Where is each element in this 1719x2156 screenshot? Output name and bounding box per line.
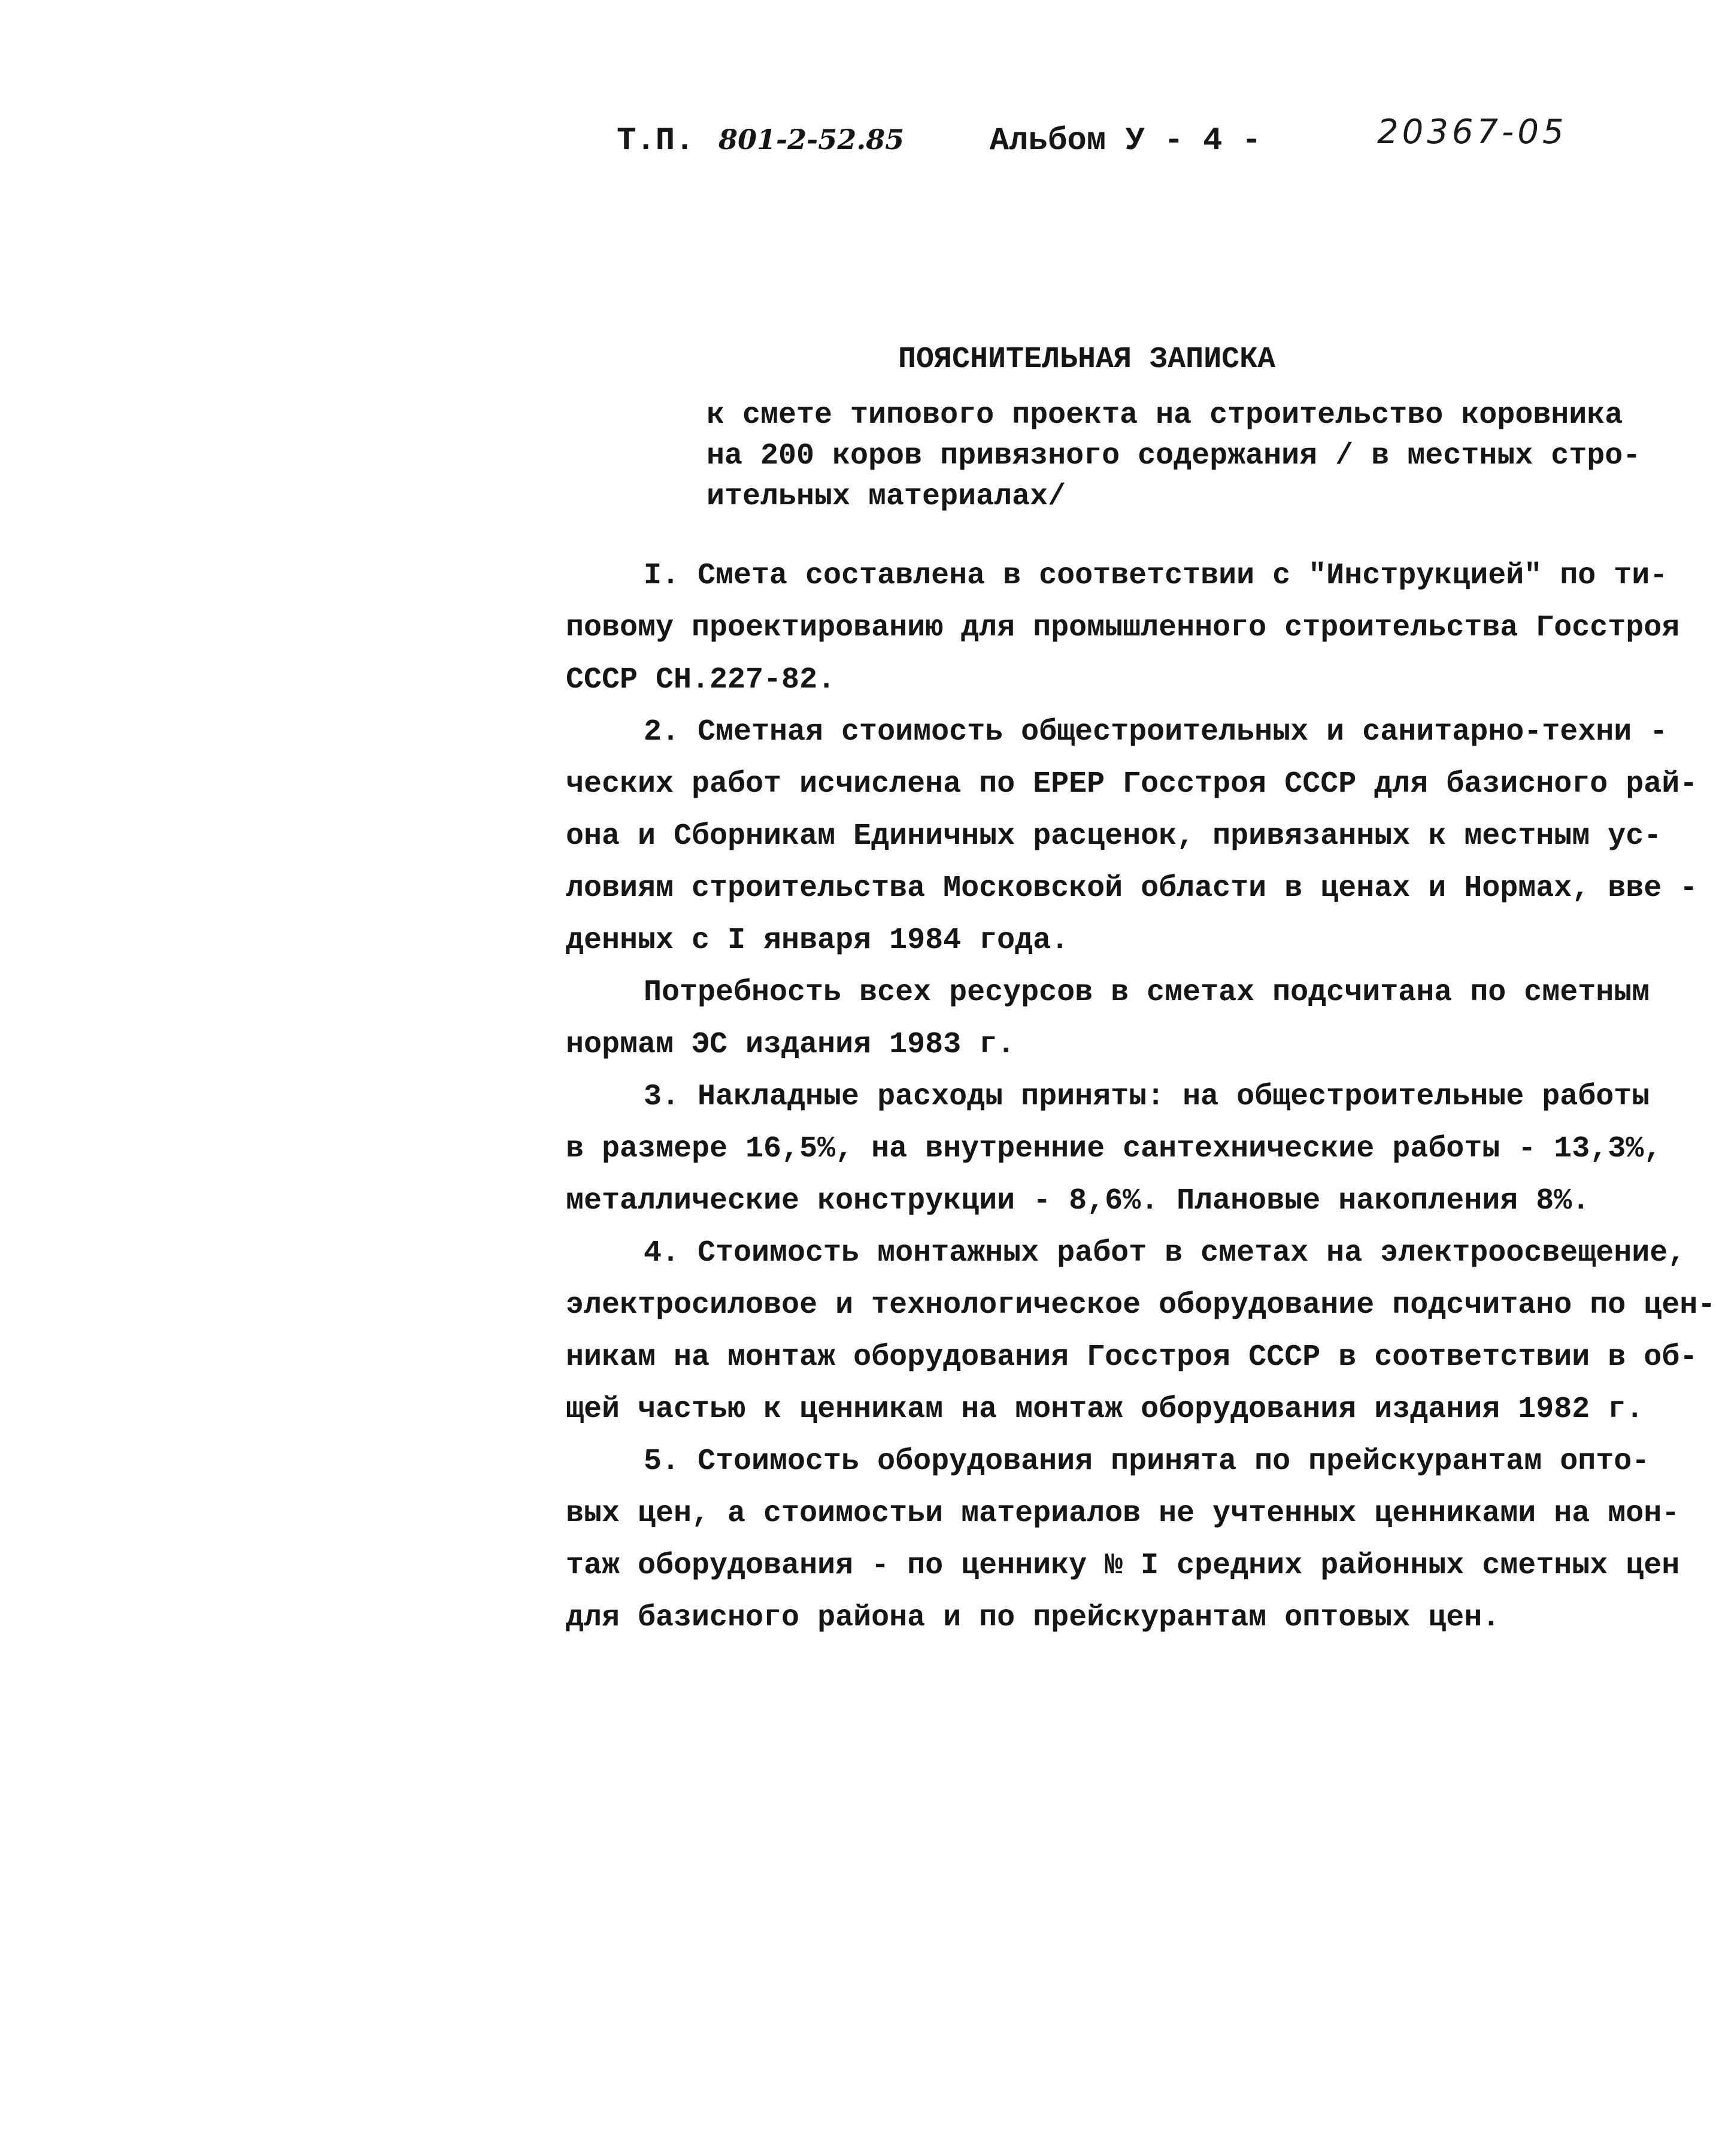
text-line: вых цен, а стоимостьи материалов не учтенных ценниками на мон- [566, 1497, 1680, 1531]
document-subtitle [707, 395, 1641, 517]
text-line: 2. Сметная стоимость общестроительных и санитарно-техни - [644, 715, 1668, 749]
subtitle-line: ительных материалах/ [707, 480, 1066, 514]
text-line: I. Смета составлена в соответствии с "Инструкцией" по ти- [644, 559, 1668, 593]
text-line: нормам ЭС издания 1983 г. [566, 1028, 1015, 1062]
text-line: Потребность всех ресурсов в сметах подсчитана по сметным [644, 976, 1650, 1010]
text-line: 4. Стоимость монтажных работ в сметах на электроосвещение, [644, 1236, 1686, 1270]
tp-label: Т.П. [617, 123, 695, 159]
text-line: щей частью к ценникам на монтаж оборудования издания 1982 г. [566, 1392, 1644, 1427]
text-line: никам на монтаж оборудования Госстроя СССР в соответствии в об- [566, 1340, 1698, 1374]
paragraph-2-continued [566, 967, 1650, 1071]
paragraph-1 [566, 550, 1680, 706]
document-code-handwritten: 20367-05 [1377, 113, 1568, 152]
subtitle-line: к смете типового проекта на строительство коровника [707, 398, 1623, 432]
text-line: СССР СН.227-82. [566, 663, 836, 697]
text-line: таж оборудования - по ценнику № I средних районных сметных цен [566, 1549, 1680, 1583]
subtitle-line: на 200 коров привязного содержания / в местных стро- [707, 439, 1641, 473]
text-line: электросиловое и технологическое оборудование подсчитано по цен- [566, 1288, 1716, 1322]
text-line: она и Сборникам Единичных расценок, привязанных к местным ус- [566, 819, 1662, 853]
text-line: для базисного района и по прейскурантам оптовых цен. [566, 1601, 1500, 1635]
paragraph-4 [566, 1227, 1716, 1436]
document-title: ПОЯСНИТЕЛЬНАЯ ЗАПИСКА [898, 343, 1276, 377]
text-line: денных с I января 1984 года. [566, 923, 1069, 958]
album-label: Альбом У - 4 - [989, 123, 1262, 159]
text-line: 3. Накладные расходы приняты: на общестроительные работы [644, 1080, 1650, 1114]
text-line: повому проектированию для промышленного строительства Госстроя [566, 611, 1680, 645]
text-line: ловиям строительства Московской области в ценах и Нормах, вве - [566, 871, 1698, 906]
tp-number-handwritten: 801-2-52.85 [718, 123, 905, 156]
text-line: в размере 16,5%, на внутренние сантехнические работы - 13,3%, [566, 1132, 1662, 1166]
text-line: металлические конструкции - 8,6%. Плановые накопления 8%. [566, 1184, 1590, 1218]
document-body [566, 550, 1716, 1644]
paragraph-2 [566, 706, 1698, 967]
text-line: ческих работ исчислена по ЕРЕР Госстроя СССР для базисного рай- [566, 767, 1698, 801]
text-line: 5. Стоимость оборудования принята по прейскурантам опто- [644, 1445, 1650, 1479]
page-header [617, 123, 1261, 159]
paragraph-5 [566, 1436, 1680, 1644]
paragraph-3 [566, 1071, 1662, 1227]
